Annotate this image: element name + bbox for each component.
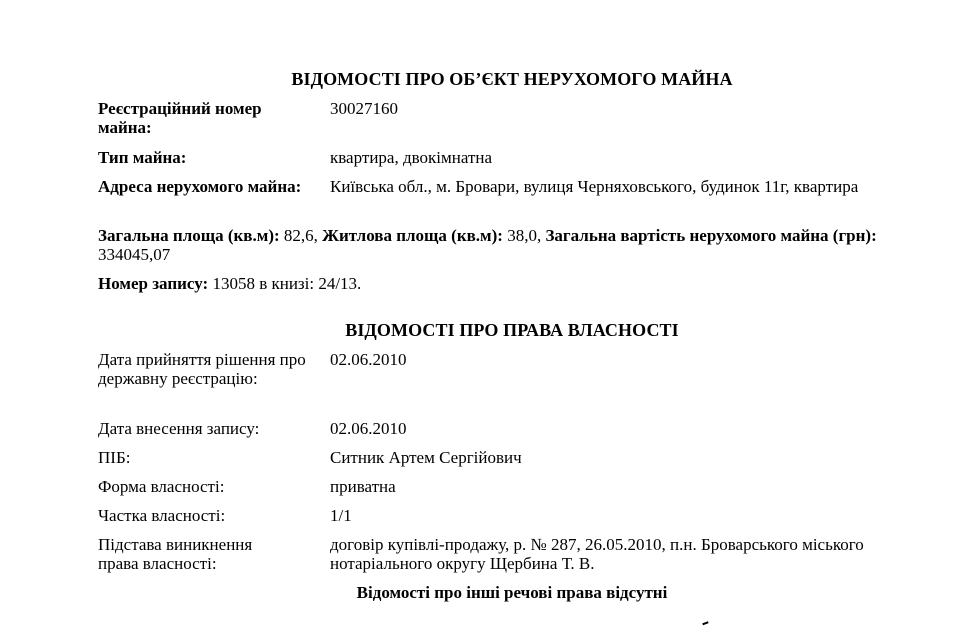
total-area-label: Загальна площа (кв.м):	[98, 226, 280, 245]
address-value: Київська обл., м. Бровари, вулиця Черняховського, будинок 11г, квартира	[330, 177, 859, 196]
registration-number-value: 30027160	[330, 99, 398, 118]
total-value-label: Загальна вартість нерухомого майна (грн):	[545, 226, 877, 245]
other-rights-note: Відомості про інші речові права відсутні	[356, 583, 668, 602]
ownership-basis-value: договір купівлі-продажу, р. № 287, 26.05.2010, п.н. Броварського міського нотаріального округу Щербина Т. В.	[330, 535, 864, 573]
ownership-form-value: приватна	[330, 477, 396, 496]
living-area-value: 38,0,	[502, 226, 546, 245]
entry-date-value: 02.06.2010	[330, 419, 407, 438]
total-area-value: 82,6,	[279, 226, 323, 245]
owner-name-value: Ситник Артем Сергійович	[330, 448, 522, 467]
total-value-value: 334045,07	[98, 245, 171, 264]
record-number-value: 13058 в книзі: 24/13.	[208, 274, 362, 293]
registration-number-label: Реєстраційний номер майна:	[98, 99, 262, 137]
ownership-share-label: Частка власності:	[98, 506, 226, 525]
decision-date-label: Дата прийняття рішення про державну реєстрацію:	[98, 350, 306, 388]
owner-name-label: ПІБ:	[98, 448, 131, 467]
address-label: Адреса нерухомого майна:	[98, 177, 302, 196]
decision-date-value: 02.06.2010	[330, 350, 407, 369]
property-type-value: квартира, двокімнатна	[330, 148, 493, 167]
living-area-label: Житлова площа (кв.м):	[322, 226, 503, 245]
entry-date-label: Дата внесення запису:	[98, 419, 260, 438]
ownership-form-label: Форма власності:	[98, 477, 225, 496]
ownership-share-value: 1/1	[330, 506, 352, 525]
record-number-row	[98, 274, 898, 293]
property-type-label: Тип майна:	[98, 148, 187, 167]
cropped-text-fragment	[702, 621, 711, 633]
area-value-row	[98, 226, 898, 264]
object-section-title: ВІДОМОСТІ ПРО ОБ’ЄКТ НЕРУХОМОГО МАЙНА	[291, 69, 733, 89]
record-number-label: Номер запису:	[98, 274, 209, 293]
ownership-basis-label: Підстава виникнення права власності:	[98, 535, 253, 573]
ownership-section-title: ВІДОМОСТІ ПРО ПРАВА ВЛАСНОСТІ	[345, 320, 679, 340]
